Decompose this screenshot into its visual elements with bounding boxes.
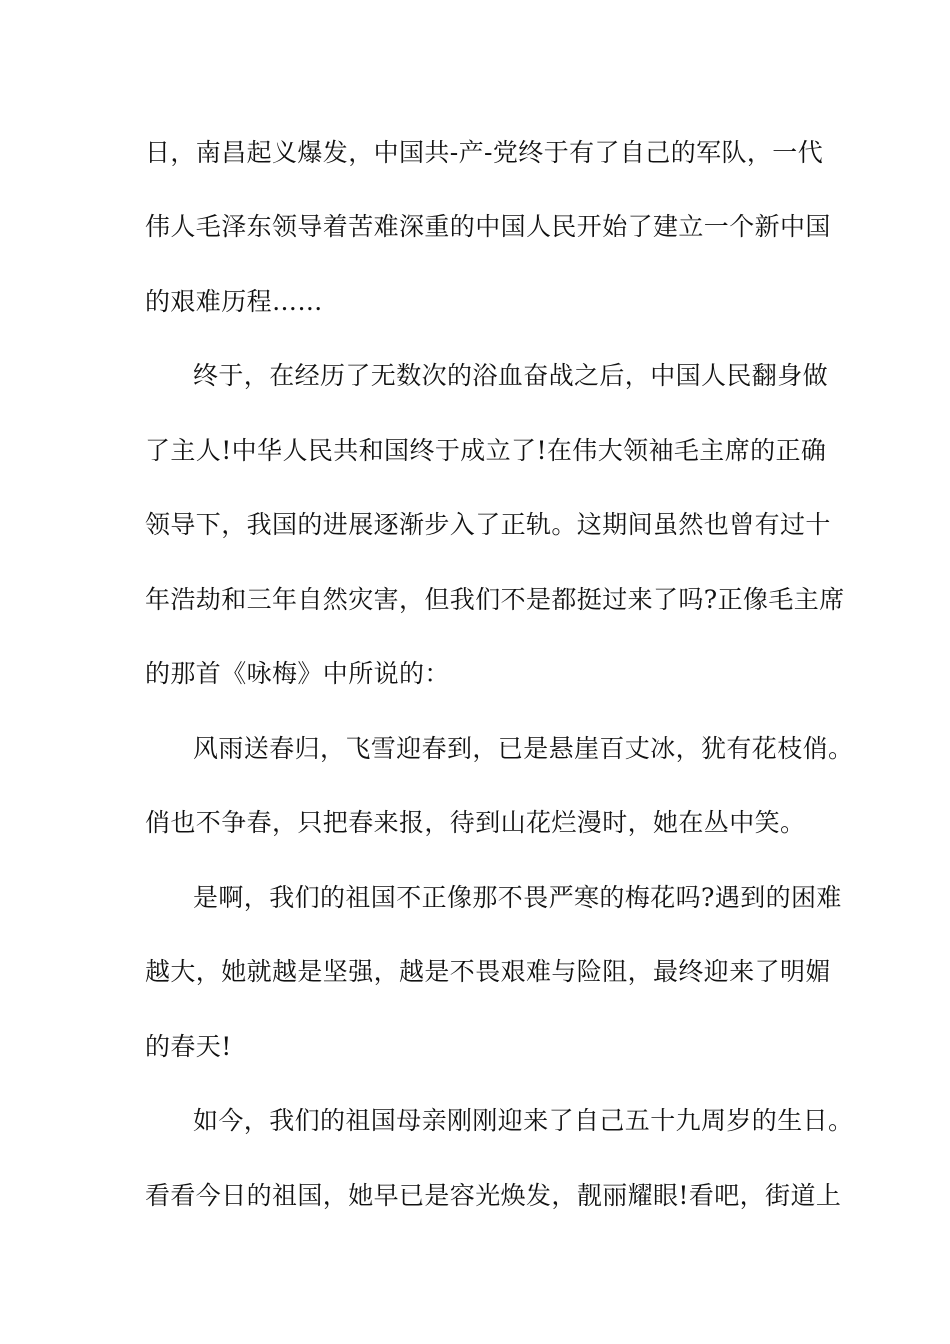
text-line: 日，南昌起义爆发，中国共-产-党终于有了自己的军队，一代 — [145, 138, 824, 167]
paragraph-first-line: 是啊，我们的祖国不正像那不畏严寒的梅花吗?遇到的困难 — [193, 883, 842, 912]
text-line: 的艰难历程…… — [145, 287, 323, 316]
poem-line: 风雨送春归，飞雪迎春到，已是悬崖百丈冰，犹有花枝俏。 — [193, 734, 854, 763]
poem-line: 俏也不争春，只把春来报，待到山花烂漫时，她在丛中笑。 — [145, 808, 806, 837]
text-line: 的那首《咏梅》中所说的： — [145, 659, 450, 688]
text-line: 伟人毛泽东领导着苦难深重的中国人民开始了建立一个新中国 — [145, 212, 831, 241]
text-line: 领导下，我国的进展逐渐步入了正轨。这期间虽然也曾有过十 — [145, 510, 831, 539]
paragraph-first-line: 如今，我们的祖国母亲刚刚迎来了自己五十九周岁的生日。 — [193, 1106, 854, 1135]
text-line: 了主人!中华人民共和国终于成立了!在伟大领袖毛主席的正确 — [145, 436, 827, 465]
text-line: 看看今日的祖国，她早已是容光焕发，靓丽耀眼!看吧，街道上 — [145, 1181, 842, 1210]
paragraph-first-line: 终于，在经历了无数次的浴血奋战之后，中国人民翻身做 — [193, 361, 829, 390]
text-line: 越大，她就越是坚强，越是不畏艰难与险阻，最终迎来了明媚 — [145, 957, 831, 986]
text-line: 年浩劫和三年自然灾害，但我们不是都挺过来了吗?正像毛主席 — [145, 585, 845, 614]
text-line: 的春天! — [145, 1032, 232, 1061]
